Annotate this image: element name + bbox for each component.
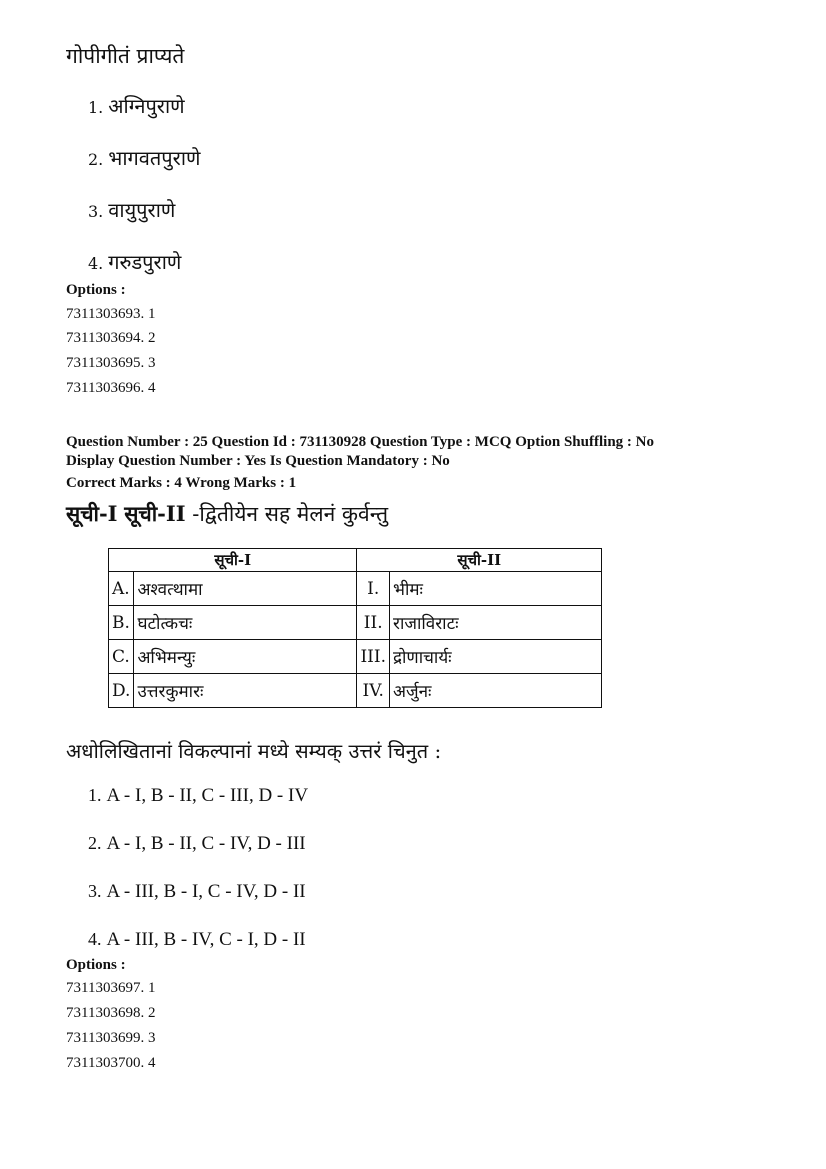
row-left-item: अभिमन्युः — [134, 640, 357, 674]
question1-option-1: 1. अग्निपुराणे — [88, 94, 185, 118]
row-letter: C. — [109, 640, 134, 674]
question1-option-2: 2. भागवतपुराणे — [88, 146, 201, 170]
match-table-header-left: सूची-I — [109, 549, 357, 572]
question2-option-id-3: 7311303699. 3 — [66, 1030, 156, 1046]
row-roman: I. — [357, 572, 390, 606]
row-letter: D. — [109, 674, 134, 708]
question1-option-id-1: 7311303693. 1 — [66, 306, 156, 322]
question1-option-id-3: 7311303695. 3 — [66, 355, 156, 371]
question2-option-1: 1. A - I, B - II, C - III, D - IV — [88, 785, 309, 806]
question2-prompt: अधोलिखितानां विकल्पानां मध्ये सम्यक् उत्तरं चिनुत : — [66, 739, 442, 763]
question2-options-label: Options : — [66, 957, 126, 973]
row-right-item: राजाविराटः — [390, 606, 602, 640]
row-letter: A. — [109, 572, 134, 606]
question1-options-label: Options : — [66, 282, 126, 298]
question1-option-3: 3. वायुपुराणे — [88, 198, 176, 222]
question2-option-2: 2. A - I, B - II, C - IV, D - III — [88, 833, 306, 854]
table-row — [109, 572, 602, 606]
question1-option-id-2: 7311303694. 2 — [66, 330, 156, 346]
row-letter: B. — [109, 606, 134, 640]
question2-info-line-3: Correct Marks : 4 Wrong Marks : 1 — [66, 475, 297, 491]
question2-heading-instruction: -द्वितीयेन सह मेलनं कुर्वन्तु — [192, 502, 389, 526]
match-table-header — [109, 549, 602, 572]
row-left-item: उत्तरकुमारः — [134, 674, 357, 708]
table-row — [109, 674, 602, 708]
question1-option-id-4: 7311303696. 4 — [66, 380, 156, 396]
question2-info — [66, 433, 654, 493]
question2-heading-list2: सूची-II — [124, 501, 186, 526]
row-left-item: घटोत्कचः — [134, 606, 357, 640]
question1-option-4: 4. गरुडपुराणे — [88, 250, 182, 274]
row-right-item: भीमः — [390, 572, 602, 606]
row-roman: II. — [357, 606, 390, 640]
question2-info-line-2: Display Question Number : Yes Is Question Mandatory : No — [66, 453, 450, 469]
question2-heading-list1: सूची-I — [66, 501, 118, 526]
table-row — [109, 606, 602, 640]
row-roman: III. — [357, 640, 390, 674]
question2-option-3: 3. A - III, B - I, C - IV, D - II — [88, 881, 306, 902]
row-right-item: द्रोणाचार्यः — [390, 640, 602, 674]
row-roman: IV. — [357, 674, 390, 708]
row-right-item: अर्जुनः — [390, 674, 602, 708]
match-table-header-right: सूची-II — [357, 549, 602, 572]
match-table — [108, 548, 602, 708]
question1-stem: गोपीगीतं प्राप्यते — [66, 44, 185, 68]
question2-option-id-1: 7311303697. 1 — [66, 980, 156, 996]
question2-heading — [66, 500, 388, 528]
row-left-item: अश्वत्थामा — [134, 572, 357, 606]
question2-info-line-1: Question Number : 25 Question Id : 731130928 Question Type : MCQ Option Shuffling : No — [66, 434, 654, 450]
question2-option-id-2: 7311303698. 2 — [66, 1005, 156, 1021]
question2-option-4: 4. A - III, B - IV, C - I, D - II — [88, 929, 306, 950]
question2-option-id-4: 7311303700. 4 — [66, 1055, 156, 1071]
table-row — [109, 640, 602, 674]
